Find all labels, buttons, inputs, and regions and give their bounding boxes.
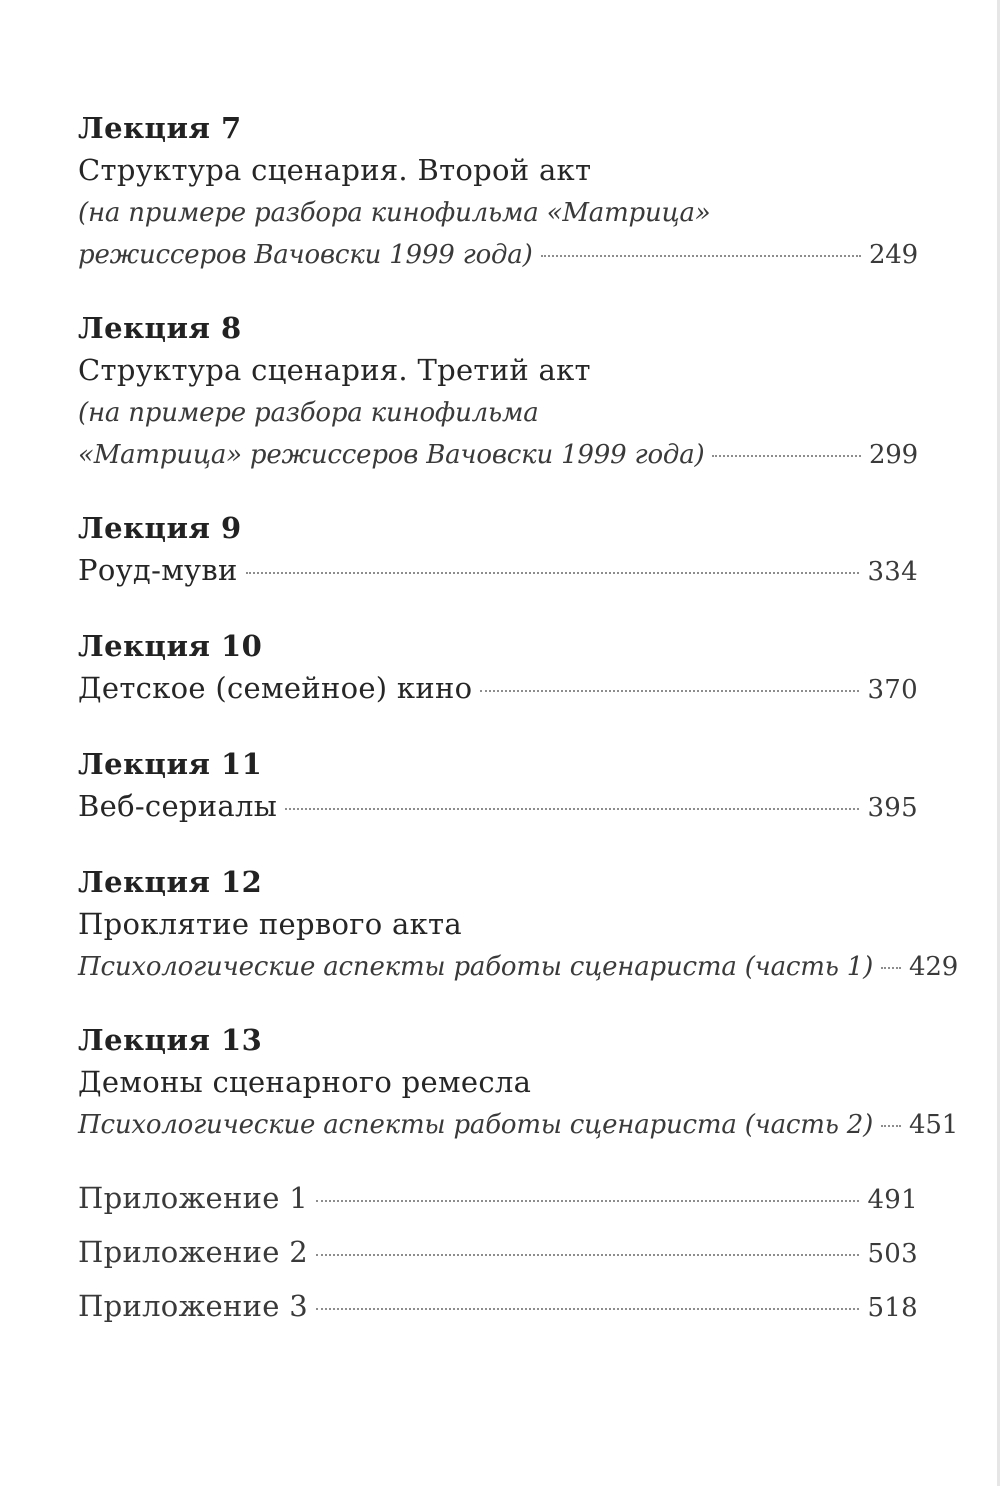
lecture-title bbox=[78, 548, 918, 594]
dot-leader bbox=[881, 1125, 901, 1127]
dot-leader bbox=[541, 255, 861, 257]
lecture-title-text: Роуд-муви bbox=[78, 553, 238, 587]
page-number: 370 bbox=[867, 675, 918, 705]
page-number: 451 bbox=[909, 1110, 959, 1140]
appendix-label: Приложение 2 bbox=[78, 1235, 308, 1269]
lecture-heading: Лекция 12 bbox=[78, 865, 263, 899]
toc-entry-lecture-13 bbox=[78, 1020, 959, 1146]
dot-leader bbox=[712, 455, 861, 457]
page-number: 491 bbox=[867, 1185, 918, 1215]
toc-entry-lecture-11 bbox=[78, 744, 918, 830]
lecture-title-text: Демоны сценарного ремесла bbox=[78, 1065, 532, 1099]
appendix-label: Приложение 1 bbox=[78, 1181, 308, 1215]
lecture-subtitle-line-1 bbox=[78, 392, 918, 434]
lecture-heading: Лекция 11 bbox=[78, 747, 263, 781]
lecture-subtitle-text: Психологические аспекты работы сценариста (часть 1) bbox=[78, 952, 874, 982]
dot-leader bbox=[246, 572, 860, 574]
page-number: 395 bbox=[867, 793, 918, 823]
lecture-title-text: Структура сценария. Второй акт bbox=[78, 153, 592, 187]
dot-leader bbox=[316, 1200, 859, 1202]
lecture-heading: Лекция 9 bbox=[78, 511, 242, 545]
dot-leader bbox=[881, 967, 901, 969]
toc-entry-appendix-1 bbox=[78, 1172, 918, 1226]
lecture-title bbox=[78, 1060, 918, 1104]
lecture-subtitle-line-2 bbox=[78, 234, 918, 276]
page-number: 503 bbox=[867, 1239, 918, 1269]
page-number: 429 bbox=[909, 952, 959, 982]
toc-entry-lecture-9 bbox=[78, 508, 918, 594]
page-number: 518 bbox=[867, 1293, 918, 1323]
lecture-subtitle-text: (на примере разбора кинофильма bbox=[78, 398, 539, 428]
appendix-label: Приложение 3 bbox=[78, 1289, 308, 1323]
lecture-title bbox=[78, 784, 918, 830]
toc-entry-lecture-10 bbox=[78, 626, 918, 712]
lecture-title-text: Детское (семейное) кино bbox=[78, 671, 473, 705]
lecture-subtitle-line bbox=[78, 1104, 959, 1146]
toc-entry-lecture-8 bbox=[78, 308, 918, 476]
toc-entry-lecture-7 bbox=[78, 108, 918, 276]
lecture-subtitle-line-1 bbox=[78, 192, 918, 234]
page-number: 299 bbox=[868, 440, 918, 470]
dot-leader bbox=[316, 1308, 859, 1310]
page-number: 249 bbox=[868, 240, 918, 270]
appendix-list bbox=[78, 1172, 918, 1334]
lecture-subtitle-line-2 bbox=[78, 434, 918, 476]
table-of-contents bbox=[78, 108, 959, 1334]
lecture-subtitle-text: (на примере разбора кинофильма «Матрица» bbox=[78, 198, 711, 228]
lecture-title-text: Проклятие первого акта bbox=[78, 907, 462, 941]
lecture-heading: Лекция 8 bbox=[78, 311, 242, 345]
lecture-title bbox=[78, 902, 918, 946]
toc-entry-lecture-12 bbox=[78, 862, 959, 988]
lecture-subtitle-line bbox=[78, 946, 959, 988]
lecture-heading: Лекция 13 bbox=[78, 1023, 263, 1057]
lecture-heading: Лекция 10 bbox=[78, 629, 263, 663]
lecture-title-text: Структура сценария. Третий акт bbox=[78, 353, 591, 387]
lecture-title bbox=[78, 148, 918, 192]
page-number: 334 bbox=[867, 557, 918, 587]
toc-entry-appendix-3 bbox=[78, 1280, 918, 1334]
toc-entry-appendix-2 bbox=[78, 1226, 918, 1280]
dot-leader bbox=[285, 808, 859, 810]
dot-leader bbox=[480, 690, 859, 692]
lecture-heading: Лекция 7 bbox=[78, 111, 242, 145]
dot-leader bbox=[316, 1254, 859, 1256]
lecture-title bbox=[78, 666, 918, 712]
lecture-title bbox=[78, 348, 918, 392]
lecture-title-text: Веб-сериалы bbox=[78, 789, 278, 823]
lecture-subtitle-text: режиссеров Вачовски 1999 года) bbox=[78, 240, 533, 270]
lecture-subtitle-text: «Матрица» режиссеров Вачовски 1999 года) bbox=[78, 440, 705, 470]
lecture-subtitle-text: Психологические аспекты работы сценариста (часть 2) bbox=[78, 1110, 874, 1140]
